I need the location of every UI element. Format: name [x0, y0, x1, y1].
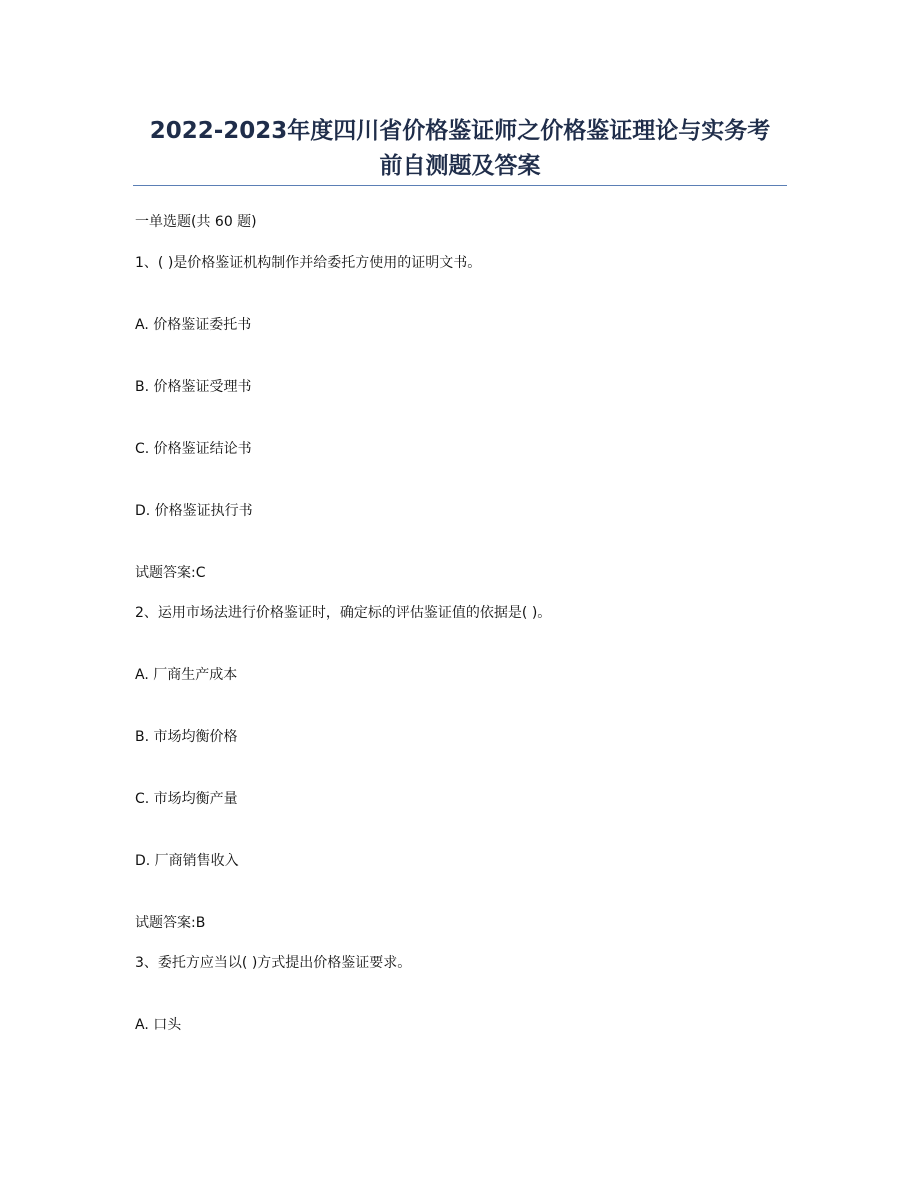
question-2-answer: 试题答案:B [135, 915, 206, 931]
title-underline [133, 185, 787, 186]
question-2-option-a: A. 厂商生产成本 [135, 667, 238, 683]
question-1-option-b: B. 价格鉴证受理书 [135, 379, 252, 395]
document-title [133, 114, 787, 184]
question-2-option-b: B. 市场均衡价格 [135, 729, 238, 745]
section-heading: 一单选题(共 60 题) [135, 214, 257, 230]
question-1-option-d: D. 价格鉴证执行书 [135, 503, 253, 519]
question-1-answer: 试题答案:C [135, 565, 206, 581]
question-2-option-c: C. 市场均衡产量 [135, 791, 238, 807]
question-2-option-d: D. 厂商销售收入 [135, 853, 239, 869]
question-1-option-c: C. 价格鉴证结论书 [135, 441, 252, 457]
question-3-stem: 3、委托方应当以( )方式提出价格鉴证要求。 [135, 955, 412, 971]
question-3-option-a: A. 口头 [135, 1017, 182, 1033]
question-1-option-a: A. 价格鉴证委托书 [135, 317, 252, 333]
title-line-1: 2022-2023年度四川省价格鉴证师之价格鉴证理论与实务考 [149, 118, 771, 144]
question-1-stem: 1、( )是价格鉴证机构制作并给委托方使用的证明文书。 [135, 255, 482, 271]
title-line-2: 前自测题及答案 [379, 153, 541, 179]
question-2-stem: 2、运用市场法进行价格鉴证时，确定标的评估鉴证值的依据是( )。 [135, 605, 552, 621]
